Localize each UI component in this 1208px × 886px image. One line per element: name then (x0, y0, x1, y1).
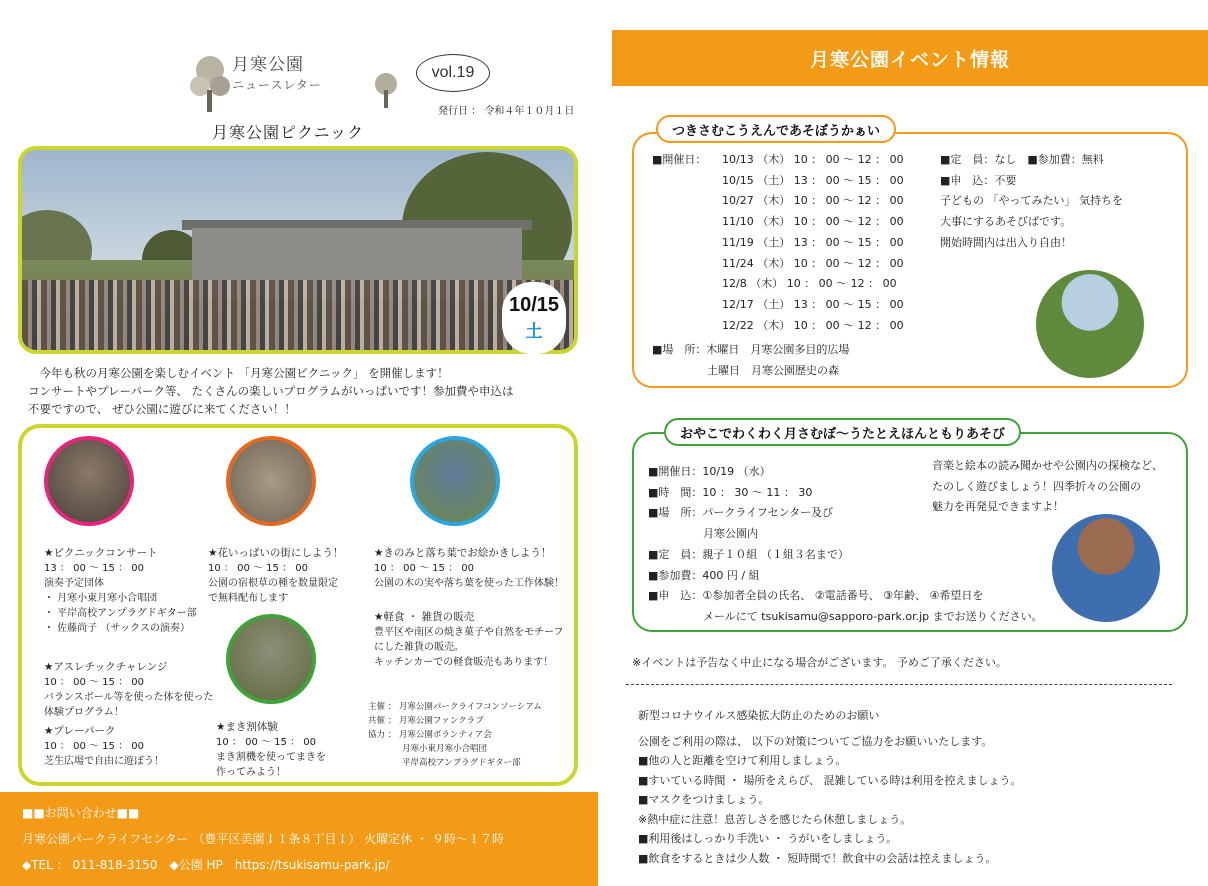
program-firewood: ★まき割体験 10 ： 00 ～ 15 ： 00 まき割機を使ってまきを 作ってみよう！ (216, 721, 326, 778)
corona-item: ■利用後はしっかり手洗い ・ うがいをしましょう。 (638, 832, 898, 845)
corona-item: ■すいている時間 ・ 場所をえらび、 混雑している時は利用を控えましょう。 (638, 773, 1022, 787)
volume-bubble: vol.19 (416, 54, 490, 92)
event1-photo (1036, 270, 1144, 378)
newsletter-logo (188, 44, 418, 116)
event-info-banner: 月寒公園イベント情報 (612, 30, 1208, 86)
event-date-badge (502, 282, 566, 354)
picnic-photo (18, 146, 578, 354)
event1-dates-label: ■開催日： (652, 153, 707, 166)
corona-item: ※熱中症に注意！息苦しさを感じたら休憩しましょう。 (638, 812, 912, 826)
corona-notice (638, 706, 1021, 868)
firewood-photo (226, 614, 316, 704)
event-date: 10/15 (508, 294, 560, 316)
contact-footer (0, 792, 598, 886)
dashed-divider (626, 684, 1172, 685)
event-weekday: 土 (525, 322, 543, 342)
corona-item: ■マスクをつけましょう。 (638, 793, 770, 806)
craft-photo (410, 436, 500, 526)
event1-title: つきさむこうえんであそぼうかぁい (656, 115, 896, 143)
contact-address: 月寒公園パークライフセンター （豊平区美園１１条８丁目１） 火曜定休 ・ ９時～１７時 (22, 832, 504, 846)
program-athletic: ★アスレチックチャレンジ 10 ： 00 ～ 15 ： 00 バランスボール等を使った体を使った 体験プログラム！ (44, 661, 214, 718)
event2-description: 音楽と絵本の読み聞かせや公園内の探検など、 たのしく遊びましょう！四季折々の公園の 魅力を再発見できますよ！ (932, 459, 1163, 514)
tree-icon (188, 52, 232, 112)
contact-tel-web[interactable]: ◆TEL ： 011-818-3150 ◆公園 HP https://tsukisamu-park.jp/ (22, 858, 390, 872)
event1-place: ■場 所：木曜日 月寒公園多目的広場 土曜日 月寒公園歴史の森 (652, 343, 850, 377)
event1-info: ■定 員：なし ■参加費：無料 ■申 込：不要 子どもの 「やってみたい」 気持ちを 大事にするあそびばです。 開始時間内は出入り自由！ (940, 153, 1123, 249)
event-title: 月寒公園ピクニック (212, 123, 365, 142)
contact-heading: ■■お問い合わせ■■ (22, 806, 140, 820)
corona-title: 新型コロナウイルス感染拡大防止のためのお願い (638, 709, 880, 722)
concert-photo (44, 436, 134, 526)
issue-date: 発行日 ： 令和４年１０月１日 (438, 106, 575, 117)
event2-title: おやこでわくわく月さむぼ～うたとえほんともりあそび (664, 418, 1021, 446)
program-craft: ★きのみと落ち葉でお絵かきしよう！ 10 ： 00 ～ 15 ： 00 公園の木の実や落ち葉を使った工作体験！ (374, 547, 564, 589)
cancellation-notice: ※イベントは予告なく中止になる場合がございます。 予めご了承ください。 (632, 656, 1007, 669)
left-page (0, 0, 600, 886)
program-flower: ★花いっぱいの街にしよう！ 10 ： 00 ～ 15 ： 00 公園の宿根草の種を数量限定 で無料配布します (208, 547, 344, 604)
program-playpark: ★プレーパーク 10 ： 00 ～ 15 ： 00 芝生広場で自由に遊ぼう！ (44, 725, 164, 767)
corona-item: ■他の人と距離を空けて利用しましょう。 (638, 754, 847, 767)
logo-title: 月寒公園 (232, 55, 304, 75)
event1-dates: 10/13 （木） 10 ： 00 ～ 12 ： 00 10/15 （土） 13 ： 00 ～ 15 ： 00 10/27 （木） 10 ： 00 ～ 12 ： 00 11/10 （木） 10 ： 00 ～ 12 ： 00 11/19 （土） 13 ： 00 ～ 15 ： 00 11/24 （木） 10 ： 00 ～ 12 ： 00 12/8 （木） 10 ： 00 ～ 12 ： 00 12/17 （土） 13 ： 00 ～ 15 ： 00 12/22 （木） 10 ： 00 ～ 12 ： 00 (722, 153, 904, 332)
corona-lead: 公園をご利用の際は、 以下の対策についてご協力をお願いいたします。 (638, 734, 993, 748)
intro-text: 今年も秋の月寒公園を楽しむイベント 「月寒公園ピクニック」 を開催します！ コンサートやプレーパーク等、 たくさんの楽しいプログラムがいっぱいです！参加費や申込は 不要ですので、 ぜひ公園に遊びに来てください！！ (28, 366, 514, 416)
seeds-photo (226, 436, 316, 526)
corona-item: ■飲食をするときは少人数 ・ 短時間で！飲食中の会話は控えましょう。 (638, 851, 997, 865)
tree-icon (366, 70, 406, 110)
logo-subtitle: ニュースレター (232, 78, 322, 92)
event2-details: ■開催日：10/19 （水） ■時 間：10 ： 30 ～ 11 ： 30 ■場 所：パークライフセンター及び 月寒公園内 ■定 員：親子１０組 （１組３名まで） ■参加費：400 円 / 組 ■申 込：①参加者全員の氏名、 ②電話番号、 ③年齢、 ④希望日を メールにて tsukisamu@sapporo-park.or.jp までお送りください。 (648, 465, 1043, 623)
program-shop: ★軽食 ・ 雑貨の販売 豊平区や南区の焼き菓子や自然をモチーフ にした雑貨の販売。 キッチンカーでの軽食販売もあります！ (374, 611, 564, 668)
organizer-credits: 主催 ： 月寒公園パークライフコンソーシアム 共催 ： 月寒公園ファンクラブ 協力 ： 月寒公園ボランティア会 月寒小東月寒小合唱団 平岸高校アンプラグドギター部 (368, 702, 542, 768)
program-concert: ★ピクニックコンサート 13 ： 00 ～ 15 ： 00 演奏予定団体 ・ 月寒小東月寒小合唱団 ・ 平岸高校アンプラグドギター部 ・ 佐藤尚子 （サックスの演奏） (44, 547, 197, 634)
event2-photo (1052, 514, 1160, 622)
